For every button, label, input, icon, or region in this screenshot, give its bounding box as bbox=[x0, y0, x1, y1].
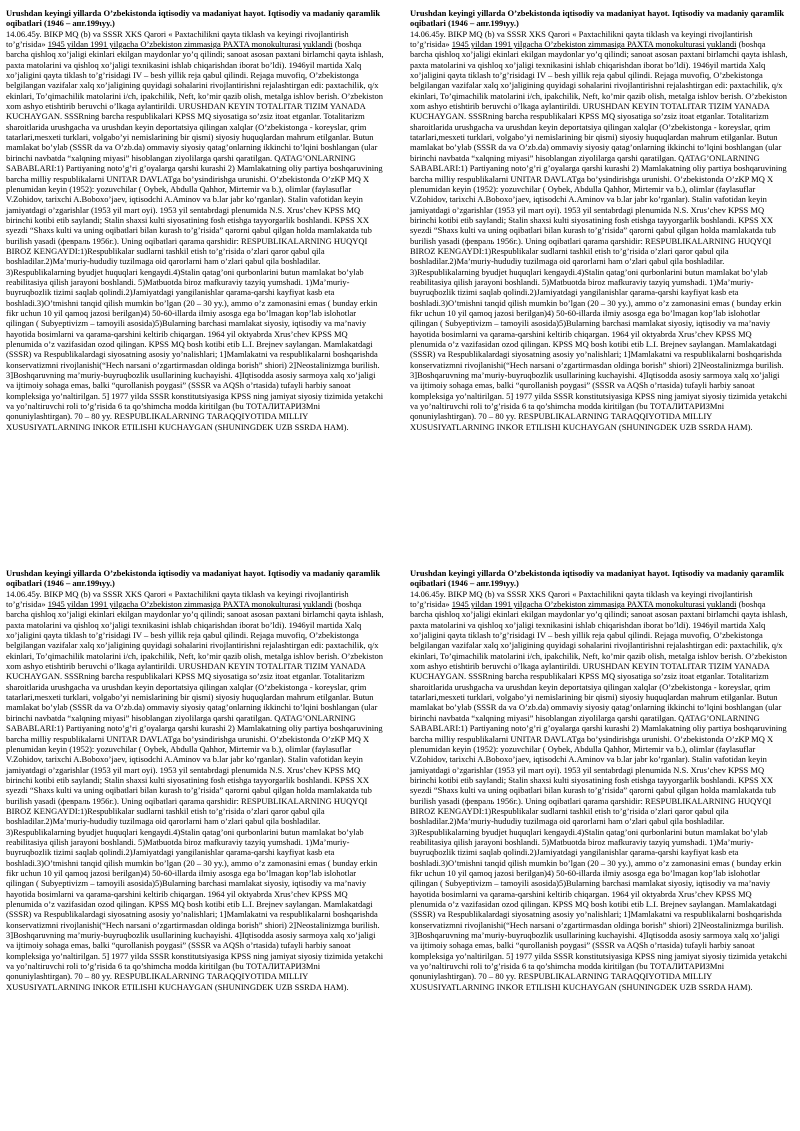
body-text: (boshqa barcha qishloq xo’jaligi ekinlari ekilgan maydonlar yo’q qilindi; sanoat asosan paxtani birlamchi qayta ishlash, paxta matolarini va qishloq xo’jaligi texnikasini ishlab chiqarishdan iborat bo’ldi). 1946yil martida Xalq xo’jaligini qayta tiklash to’g’risidagi IV – besh yillik reja qabul qilindi. Rejaga muvofiq, O’zbekistonga belgilangan vazifalar xalq xo’jaligining quyidagi sohalarini rivojlantirishni rejalashtirgan edi: paxtachilik, q/x ekinlari, To’qimachilik matolarini i/ch, ipakchilik, Neft, ko’mir qazib olish, metalga ishlov berish. O’zbekiston xom ashyo etishtirib beruvchi o’lkaga aylantirildi. URUSHDAN KEYIN TOTALITAR TIZIM YANADA KUCHAYGAN. SSSRning barcha respublikalari KPSS MQ siyosatiga so’zsiz itoat etganlar. Totalitarizm sharoitlarida urushgacha va urushdan keyin deportatsiya qilingan xalqlar (O’zbekistonga - koreyslar, qrim tatarlari,mesxeti turklari, volgabo’yi nemislarining bir qismi) siyosiy huquqlardan mahrum etilganlar. Butun mamlakat bo’ylab (SSSR da va O’zb.da) ommaviy siyosiy qatag’onlarning ikkinchi to’lqini boshlangan (ular birinchi navbatda “xalqning miyasi” hisoblangan ziyolilarga qarshi qaratilgan. QATAG’ONLARNING SABABLARI:1) Partiyaning noto’g’ri g’oyalarga qarshi kurashi 2) Mamlakatning oliy partiya boshqaruvining barcha milliy respublikalarni UNITAR DAVLATga bo’ysindirishga urunishi. O’zbekistonda O’zKP MQ X plenumidan keyin (1952): yozuvchilar ( Oybek, Abdulla Qahhor, Mirtemir va b.), olimlar (faylasuflar V.Zohidov, tarixchi A.Boboxo’jaev, iqtisodchi A.Aminov va b.lar jabr ko’rganlar). Stalin vafotidan keyin jamiyatdagi o’zgarishlar (1953 yil mart oyi). 1953 yil sentabrdagi plenumida N.S. Xrus’chev KPSS MQ birinchi kotibi etib saylandi; Stalin shaxsi kulti siyosatining fosh etishga tayyorgarlik boshlandi. KPSS XX syezdi “Shaxs kulti va uning oqibatlari bilan kurash to’g’risida” qarorni qabul qilgan holda mamlakatda tub burilish yasadi (февраль 1956г.). Uning oqibatlari qarama qarshidir: RESPUBLIKALARNING HUQYQI BIROZ KENGAYDI:1)Respublikalar sudlarni tashkil etish to’g’risida o’zlari qaror qabul qila boshladilar.2)Ma’muriy-hududiy tuzilmaga oid qarorlarni ham o’zlari qabul qila boshladilar. 3)Respublikalarning byudjet huquqlari kengaydi.4)Stalin qatag’oni qurbonlarini butun mamlakat bo’ylab reabilitasiya qilish jarayoni boshlandi. 5)Matbuotda biroz mafkuraviy tazyiq yumshadi. 1)Ma’muriy-buyruqbozlik tizimi saqlab qolindi.2)Jamiyatdagi yangilanishlar qarama-qarshi kayfiyat kasb eta boshladi.3)O’tmishni tanqid qilish mumkin bo’lgan (20 – 30 yy.), ammo o’z zamonasini emas ( bunday erkin fikr uchun 10 yil qamoq jazosi berilgan)4) 50-60-illarda ilmiy asosga ega bo’lmagan kop’lab islohotlar qilingan ( Subyeptivizm – tamoyili asosida)5)Bularning barchasi mamlakat siyosiy, iqtisodiy va ma’naviy hayotida bosimlarni va qarama-qarshini keltirib chiqargan. 1964 yil oktyabrda Xrus’chev KPSS MQ plenumida o’z vazifasidan ozod qilingan. KPSS MQ bosh kotibi etib L.I. Brejnev saylangan. Mamlakatdagi (SSSR) va Respublikalardagi siyosatning asosiy yo’nalishlari; 1]Mamlakatni va respublikalarni boshqarishda konservatizmni rivojlanishi(“Hech narsani o’zgartirmasdan oldinga borish” shiori) 2]Neostalinizmga burilish. 3]Boshqaruvning ma’muriy-buyruqbozlik usullarining kuchayishi. 4]Iqtisodda asosiy sarmoya xalq xo’jaligi va ijtimoiy sohaga emas, balki “qurollanish poygasi” (SSSR va AQSh o’rtasida) tufayli harbiy sanoat kompleksiga yo’naltirilgan. 5] 1977 yilda SSSR konstitutsiyasiga KPSS ning jamiyat siyosiy tizimida yetakchi va yo’naltiruvchi roli to’g’risida 6 ta qo’shimcha modda kiritilgan (bu ТОТАЛИТАРИЗМni qonuniylashtirgan). 70 – 80 yy. RESPUBLIKALARNING TARAQQIYOTIDA MILLIY XUSUSIYATLARNING INKOR ETILISHI KUCHAYGAN (SHUNINGDEK UZB SSRDA HAM). bbox=[6, 39, 384, 432]
document-title: Urushdan keyingi yillarda O’zbekistonda iqtisodiy va madaniyat hayot. Iqtisodiy va madaniy qaramlik oqibatlari (1946 – апr.199ιyy.) bbox=[410, 8, 785, 29]
document-body bbox=[6, 589, 384, 992]
body-underlined: 1945 yildan 1991 yilgacha O’zbekiston zimmasiga PAXTA monokulturasi yuklandi bbox=[47, 39, 333, 50]
document-body bbox=[6, 29, 384, 432]
body-text: (boshqa barcha qishloq xo’jaligi ekinlari ekilgan maydonlar yo’q qilindi; sanoat asosan paxtani birlamchi qayta ishlash, paxta matolarini va qishloq xo’jaligi texnikasini ishlab chiqarishdan iborat bo’ldi). 1946yil martida Xalq xo’jaligini qayta tiklash to’g’risidagi IV – besh yillik reja qabul qilindi. Rejaga muvofiq, O’zbekistonga belgilangan vazifalar xalq xo’jaligining quyidagi sohalarini rivojlantirishni rejalashtirgan edi: paxtachilik, q/x ekinlari, To’qimachilik matolarini i/ch, ipakchilik, Neft, ko’mir qazib olish, metalga ishlov berish. O’zbekiston xom ashyo etishtirib beruvchi o’lkaga aylantirildi. URUSHDAN KEYIN TOTALITAR TIZIM YANADA KUCHAYGAN. SSSRning barcha respublikalari KPSS MQ siyosatiga so’zsiz itoat etganlar. Totalitarizm sharoitlarida urushgacha va urushdan keyin deportatsiya qilingan xalqlar (O’zbekistonga - koreyslar, qrim tatarlari,mesxeti turklari, volgabo’yi nemislarining bir qismi) siyosiy huquqlardan mahrum etilganlar. Butun mamlakat bo’ylab (SSSR da va O’zb.da) ommaviy siyosiy qatag’onlarning ikkinchi to’lqini boshlangan (ular birinchi navbatda “xalqning miyasi” hisoblangan ziyolilarga qarshi qaratilgan. QATAG’ONLARNING SABABLARI:1) Partiyaning noto’g’ri g’oyalarga qarshi kurashi 2) Mamlakatning oliy partiya boshqaruvining barcha milliy respublikalarni UNITAR DAVLATga bo’ysindirishga urunishi. O’zbekistonda O’zKP MQ X plenumidan keyin (1952): yozuvchilar ( Oybek, Abdulla Qahhor, Mirtemir va b.), olimlar (faylasuflar V.Zohidov, tarixchi A.Boboxo’jaev, iqtisodchi A.Aminov va b.lar jabr ko’rganlar). Stalin vafotidan keyin jamiyatdagi o’zgarishlar (1953 yil mart oyi). 1953 yil sentabrdagi plenumida N.S. Xrus’chev KPSS MQ birinchi kotibi etib saylandi; Stalin shaxsi kulti siyosatining fosh etishga tayyorgarlik boshlandi. KPSS XX syezdi “Shaxs kulti va uning oqibatlari bilan kurash to’g’risida” qarorni qabul qilgan holda mamlakatda tub burilish yasadi (февраль 1956г.). Uning oqibatlari qarama qarshidir: RESPUBLIKALARNING HUQYQI BIROZ KENGAYDI:1)Respublikalar sudlarni tashkil etish to’g’risida o’zlari qaror qabul qila boshladilar.2)Ma’muriy-hududiy tuzilmaga oid qarorlarni ham o’zlari qabul qila boshladilar. 3)Respublikalarning byudjet huquqlari kengaydi.4)Stalin qatag’oni qurbonlarini butun mamlakat bo’ylab reabilitasiya qilish jarayoni boshlandi. 5)Matbuotda biroz mafkuraviy tazyiq yumshadi. 1)Ma’muriy-buyruqbozlik tizimi saqlab qolindi.2)Jamiyatdagi yangilanishlar qarama-qarshi kayfiyat kasb eta boshladi.3)O’tmishni tanqid qilish mumkin bo’lgan (20 – 30 yy.), ammo o’z zamonasini emas ( bunday erkin fikr uchun 10 yil qamoq jazosi berilgan)4) 50-60-illarda ilmiy asosga ega bo’lmagan kop’lab islohotlar qilingan ( Subyeptivizm – tamoyili asosida)5)Bularning barchasi mamlakat siyosiy, iqtisodiy va ma’naviy hayotida bosimlarni va qarama-qarshini keltirib chiqargan. 1964 yil oktyabrda Xrus’chev KPSS MQ plenumida o’z vazifasidan ozod qilingan. KPSS MQ bosh kotibi etib L.I. Brejnev saylangan. Mamlakatdagi (SSSR) va Respublikalardagi siyosatning asosiy yo’nalishlari; 1]Mamlakatni va respublikalarni boshqarishda konservatizmni rivojlanishi(“Hech narsani o’zgartirmasdan oldinga borish” shiori) 2]Neostalinizmga burilish. 3]Boshqaruvning ma’muriy-buyruqbozlik usullarining kuchayishi. 4]Iqtisodda asosiy sarmoya xalq xo’jaligi va ijtimoiy sohaga emas, balki “qurollanish poygasi” (SSSR va AQSh o’rtasida) tufayli harbiy sanoat kompleksiga yo’naltirilgan. 5] 1977 yilda SSSR konstitutsiyasiga KPSS ning jamiyat siyosiy tizimida yetakchi va yo’naltiruvchi roli to’g’risida 6 ta qo’shimcha modda kiritilgan (bu ТОТАЛИТАРИЗМni qonuniylashtirgan). 70 – 80 yy. RESPUBLIKALARNING TARAQQIYOTIDA MILLIY XUSUSIYATLARNING INKOR ETILISHI KUCHAYGAN (SHUNINGDEK UZB SSRDA HAM). bbox=[410, 39, 788, 432]
text-block-bottom-left bbox=[6, 568, 384, 992]
body-text: (boshqa barcha qishloq xo’jaligi ekinlari ekilgan maydonlar yo’q qilindi; sanoat asosan paxtani birlamchi qayta ishlash, paxta matolarini va qishloq xo’jaligi texnikasini ishlab chiqarishdan iborat bo’ldi). 1946yil martida Xalq xo’jaligini qayta tiklash to’g’risidagi IV – besh yillik reja qabul qilindi. Rejaga muvofiq, O’zbekistonga belgilangan vazifalar xalq xo’jaligining quyidagi sohalarini rivojlantirishni rejalashtirgan edi: paxtachilik, q/x ekinlari, To’qimachilik matolarini i/ch, ipakchilik, Neft, ko’mir qazib olish, metalga ishlov berish. O’zbekiston xom ashyo etishtirib beruvchi o’lkaga aylantirildi. URUSHDAN KEYIN TOTALITAR TIZIM YANADA KUCHAYGAN. SSSRning barcha respublikalari KPSS MQ siyosatiga so’zsiz itoat etganlar. Totalitarizm sharoitlarida urushgacha va urushdan keyin deportatsiya qilingan xalqlar (O’zbekistonga - koreyslar, qrim tatarlari,mesxeti turklari, volgabo’yi nemislarining bir qismi) siyosiy huquqlardan mahrum etilganlar. Butun mamlakat bo’ylab (SSSR da va O’zb.da) ommaviy siyosiy qatag’onlarning ikkinchi to’lqini boshlangan (ular birinchi navbatda “xalqning miyasi” hisoblangan ziyolilarga qarshi qaratilgan. QATAG’ONLARNING SABABLARI:1) Partiyaning noto’g’ri g’oyalarga qarshi kurashi 2) Mamlakatning oliy partiya boshqaruvining barcha milliy respublikalarni UNITAR DAVLATga bo’ysindirishga urunishi. O’zbekistonda O’zKP MQ X plenumidan keyin (1952): yozuvchilar ( Oybek, Abdulla Qahhor, Mirtemir va b.), olimlar (faylasuflar V.Zohidov, tarixchi A.Boboxo’jaev, iqtisodchi A.Aminov va b.lar jabr ko’rganlar). Stalin vafotidan keyin jamiyatdagi o’zgarishlar (1953 yil mart oyi). 1953 yil sentabrdagi plenumida N.S. Xrus’chev KPSS MQ birinchi kotibi etib saylandi; Stalin shaxsi kulti siyosatining fosh etishga tayyorgarlik boshlandi. KPSS XX syezdi “Shaxs kulti va uning oqibatlari bilan kurash to’g’risida” qarorni qabul qilgan holda mamlakatda tub burilish yasadi (февраль 1956г.). Uning oqibatlari qarama qarshidir: RESPUBLIKALARNING HUQYQI BIROZ KENGAYDI:1)Respublikalar sudlarni tashkil etish to’g’risida o’zlari qaror qabul qila boshladilar.2)Ma’muriy-hududiy tuzilmaga oid qarorlarni ham o’zlari qabul qila boshladilar. 3)Respublikalarning byudjet huquqlari kengaydi.4)Stalin qatag’oni qurbonlarini butun mamlakat bo’ylab reabilitasiya qilish jarayoni boshlandi. 5)Matbuotda biroz mafkuraviy tazyiq yumshadi. 1)Ma’muriy-buyruqbozlik tizimi saqlab qolindi.2)Jamiyatdagi yangilanishlar qarama-qarshi kayfiyat kasb eta boshladi.3)O’tmishni tanqid qilish mumkin bo’lgan (20 – 30 yy.), ammo o’z zamonasini emas ( bunday erkin fikr uchun 10 yil qamoq jazosi berilgan)4) 50-60-illarda ilmiy asosga ega bo’lmagan kop’lab islohotlar qilingan ( Subyeptivizm – tamoyili asosida)5)Bularning barchasi mamlakat siyosiy, iqtisodiy va ma’naviy hayotida bosimlarni va qarama-qarshini keltirib chiqargan. 1964 yil oktyabrda Xrus’chev KPSS MQ plenumida o’z vazifasidan ozod qilingan. KPSS MQ bosh kotibi etib L.I. Brejnev saylangan. Mamlakatdagi (SSSR) va Respublikalardagi siyosatning asosiy yo’nalishlari; 1]Mamlakatni va respublikalarni boshqarishda konservatizmni rivojlanishi(“Hech narsani o’zgartirmasdan oldinga borish” shiori) 2]Neostalinizmga burilish. 3]Boshqaruvning ma’muriy-buyruqbozlik usullarining kuchayishi. 4]Iqtisodda asosiy sarmoya xalq xo’jaligi va ijtimoiy sohaga emas, balki “qurollanish poygasi” (SSSR va AQSh o’rtasida) tufayli harbiy sanoat kompleksiga yo’naltirilgan. 5] 1977 yilda SSSR konstitutsiyasiga KPSS ning jamiyat siyosiy tizimida yetakchi va yo’naltiruvchi roli to’g’risida 6 ta qo’shimcha modda kiritilgan (bu ТОТАЛИТАРИЗМni qonuniylashtirgan). 70 – 80 yy. RESPUBLIKALARNING TARAQQIYOTIDA MILLIY XUSUSIYATLARNING INKOR ETILISHI KUCHAYGAN (SHUNINGDEK UZB SSRDA HAM). bbox=[410, 599, 788, 992]
document-title: Urushdan keyingi yillarda O’zbekistonda iqtisodiy va madaniyat hayot. Iqtisodiy va madaniy qaramlik oqibatlari (1946 – апr.199ιyy.) bbox=[6, 8, 381, 29]
text-block-top-right bbox=[410, 8, 788, 432]
body-intro: 14.06.45y. BIKP MQ (b) va SSSR XKS Qarori « Paxtachilikni qayta tiklash va keyingi rivojlantirish to’g’risida» bbox=[6, 588, 349, 610]
text-block-top-left bbox=[6, 8, 384, 432]
document-body bbox=[410, 589, 788, 992]
document-body bbox=[410, 29, 788, 432]
body-intro: 14.06.45y. BIKP MQ (b) va SSSR XKS Qarori « Paxtachilikni qayta tiklash va keyingi rivojlantirish to’g’risida» bbox=[6, 28, 349, 50]
body-underlined: 1945 yildan 1991 yilgacha O’zbekiston zimmasiga PAXTA monokulturasi yuklandi bbox=[451, 599, 737, 610]
document-title: Urushdan keyingi yillarda O’zbekistonda iqtisodiy va madaniyat hayot. Iqtisodiy va madaniy qaramlik oqibatlari (1946 – апr.199ιyy.) bbox=[6, 568, 381, 589]
text-block-bottom-right bbox=[410, 568, 788, 992]
document-title: Urushdan keyingi yillarda O’zbekistonda iqtisodiy va madaniyat hayot. Iqtisodiy va madaniy qaramlik oqibatlari (1946 – апr.199ιyy.) bbox=[410, 568, 785, 589]
body-underlined: 1945 yildan 1991 yilgacha O’zbekiston zimmasiga PAXTA monokulturasi yuklandi bbox=[451, 39, 737, 50]
body-intro: 14.06.45y. BIKP MQ (b) va SSSR XKS Qarori « Paxtachilikni qayta tiklash va keyingi rivojlantirish to’g’risida» bbox=[410, 28, 753, 50]
body-intro: 14.06.45y. BIKP MQ (b) va SSSR XKS Qarori « Paxtachilikni qayta tiklash va keyingi rivojlantirish to’g’risida» bbox=[410, 588, 753, 610]
body-underlined: 1945 yildan 1991 yilgacha O’zbekiston zimmasiga PAXTA monokulturasi yuklandi bbox=[47, 599, 333, 610]
body-text: (boshqa barcha qishloq xo’jaligi ekinlari ekilgan maydonlar yo’q qilindi; sanoat asosan paxtani birlamchi qayta ishlash, paxta matolarini va qishloq xo’jaligi texnikasini ishlab chiqarishdan iborat bo’ldi). 1946yil martida Xalq xo’jaligini qayta tiklash to’g’risidagi IV – besh yillik reja qabul qilindi. Rejaga muvofiq, O’zbekistonga belgilangan vazifalar xalq xo’jaligining quyidagi sohalarini rivojlantirishni rejalashtirgan edi: paxtachilik, q/x ekinlari, To’qimachilik matolarini i/ch, ipakchilik, Neft, ko’mir qazib olish, metalga ishlov berish. O’zbekiston xom ashyo etishtirib beruvchi o’lkaga aylantirildi. URUSHDAN KEYIN TOTALITAR TIZIM YANADA KUCHAYGAN. SSSRning barcha respublikalari KPSS MQ siyosatiga so’zsiz itoat etganlar. Totalitarizm sharoitlarida urushgacha va urushdan keyin deportatsiya qilingan xalqlar (O’zbekistonga - koreyslar, qrim tatarlari,mesxeti turklari, volgabo’yi nemislarining bir qismi) siyosiy huquqlardan mahrum etilganlar. Butun mamlakat bo’ylab (SSSR da va O’zb.da) ommaviy siyosiy qatag’onlarning ikkinchi to’lqini boshlangan (ular birinchi navbatda “xalqning miyasi” hisoblangan ziyolilarga qarshi qaratilgan. QATAG’ONLARNING SABABLARI:1) Partiyaning noto’g’ri g’oyalarga qarshi kurashi 2) Mamlakatning oliy partiya boshqaruvining barcha milliy respublikalarni UNITAR DAVLATga bo’ysindirishga urunishi. O’zbekistonda O’zKP MQ X plenumidan keyin (1952): yozuvchilar ( Oybek, Abdulla Qahhor, Mirtemir va b.), olimlar (faylasuflar V.Zohidov, tarixchi A.Boboxo’jaev, iqtisodchi A.Aminov va b.lar jabr ko’rganlar). Stalin vafotidan keyin jamiyatdagi o’zgarishlar (1953 yil mart oyi). 1953 yil sentabrdagi plenumida N.S. Xrus’chev KPSS MQ birinchi kotibi etib saylandi; Stalin shaxsi kulti siyosatining fosh etishga tayyorgarlik boshlandi. KPSS XX syezdi “Shaxs kulti va uning oqibatlari bilan kurash to’g’risida” qarorni qabul qilgan holda mamlakatda tub burilish yasadi (февраль 1956г.). Uning oqibatlari qarama qarshidir: RESPUBLIKALARNING HUQYQI BIROZ KENGAYDI:1)Respublikalar sudlarni tashkil etish to’g’risida o’zlari qaror qabul qila boshladilar.2)Ma’muriy-hududiy tuzilmaga oid qarorlarni ham o’zlari qabul qila boshladilar. 3)Respublikalarning byudjet huquqlari kengaydi.4)Stalin qatag’oni qurbonlarini butun mamlakat bo’ylab reabilitasiya qilish jarayoni boshlandi. 5)Matbuotda biroz mafkuraviy tazyiq yumshadi. 1)Ma’muriy-buyruqbozlik tizimi saqlab qolindi.2)Jamiyatdagi yangilanishlar qarama-qarshi kayfiyat kasb eta boshladi.3)O’tmishni tanqid qilish mumkin bo’lgan (20 – 30 yy.), ammo o’z zamonasini emas ( bunday erkin fikr uchun 10 yil qamoq jazosi berilgan)4) 50-60-illarda ilmiy asosga ega bo’lmagan kop’lab islohotlar qilingan ( Subyeptivizm – tamoyili asosida)5)Bularning barchasi mamlakat siyosiy, iqtisodiy va ma’naviy hayotida bosimlarni va qarama-qarshini keltirib chiqargan. 1964 yil oktyabrda Xrus’chev KPSS MQ plenumida o’z vazifasidan ozod qilingan. KPSS MQ bosh kotibi etib L.I. Brejnev saylangan. Mamlakatdagi (SSSR) va Respublikalardagi siyosatning asosiy yo’nalishlari; 1]Mamlakatni va respublikalarni boshqarishda konservatizmni rivojlanishi(“Hech narsani o’zgartirmasdan oldinga borish” shiori) 2]Neostalinizmga burilish. 3]Boshqaruvning ma’muriy-buyruqbozlik usullarining kuchayishi. 4]Iqtisodda asosiy sarmoya xalq xo’jaligi va ijtimoiy sohaga emas, balki “qurollanish poygasi” (SSSR va AQSh o’rtasida) tufayli harbiy sanoat kompleksiga yo’naltirilgan. 5] 1977 yilda SSSR konstitutsiyasiga KPSS ning jamiyat siyosiy tizimida yetakchi va yo’naltiruvchi roli to’g’risida 6 ta qo’shimcha modda kiritilgan (bu ТОТАЛИТАРИЗМni qonuniylashtirgan). 70 – 80 yy. RESPUBLIKALARNING TARAQQIYOTIDA MILLIY XUSUSIYATLARNING INKOR ETILISHI KUCHAYGAN (SHUNINGDEK UZB SSRDA HAM). bbox=[6, 599, 384, 992]
